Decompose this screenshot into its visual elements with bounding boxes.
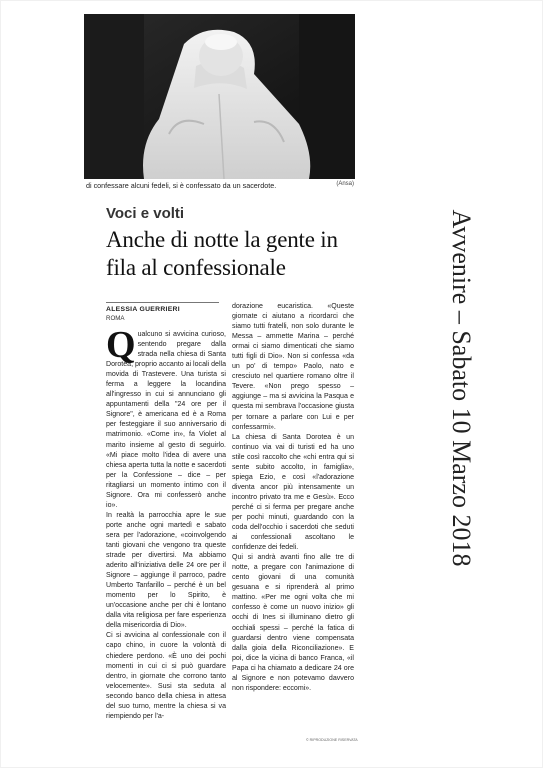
drop-cap: Q xyxy=(106,324,136,366)
copyright-notice: © RIPRODUZIONE RISERVATA xyxy=(306,738,358,742)
article-paragraph: La chiesa di Santa Dorotea è un continuo via vai di turisti ed ha uno stile così raccolto che «chi entra qui si sente subito accolto, in famiglia», spiega Ezio, e così «l'adorazione diventa ancor più intensamente un incontro privato tra me e Gesù». Ecco perché ci si ferma per pregare anche per pochi minuti, guardando con la coda dell'occhio i sacerdoti che seduti ai confessionali ascoltano le confidenze dei fedeli. xyxy=(232,433,354,552)
article-paragraph: Qui si andrà avanti fino alle tre di notte, a pregare con l'animazione di cento giovani di una comunità gesuana e si riprenderà al primo mattino. «Per me ogni volta che mi confesso è come un nuovo inizio» gli occhi di Ines si illuminano dietro gli occhiali spessi – perché la fatica di guardarsi dentro viene compensata dalla gioia della Riconciliazione». E poi, dice la vicina di banco Franca, «il Papa ci ha chiamato a dedicare 24 ore al Signore e non potevamo davvero non rispondere: eccomi». xyxy=(232,554,354,692)
article-column-2 xyxy=(232,302,354,694)
pope-photo-image xyxy=(84,14,355,179)
byline-divider xyxy=(106,302,219,303)
photo-caption-text: di confessare alcuni fedeli, si è confessato da un sacerdote. xyxy=(86,181,277,190)
article-author: ALESSIA GUERRIERI xyxy=(106,306,180,313)
photo-credit: (Ansa) xyxy=(336,181,354,187)
masthead-text: Avvenire – Sabato 10 Marzo 2018 xyxy=(447,209,476,567)
article-paragraph: Ci si avvicina al confessionale con il capo chino, in cuore la volontà di chiedere perdono. «È uno dei pochi momenti in cui ci si può guardare dentro, in giornate che corrono tanto velocemente». Susi sta seduta al secondo banco della chiesa in attesa del suo turno, mentre la chiesa si va riempiendo per l'a- xyxy=(106,632,226,720)
newspaper-masthead-date xyxy=(424,188,498,588)
article-dateline: ROMA xyxy=(106,315,125,322)
article-paragraph: dorazione eucaristica. «Queste giornate ci aiutano a ricordarci che siamo tutti fratelli, non solo durante le Messa – ammette Marina – perché ormai ci siamo dimenticati che siamo tutti figli di Dio». Non si confessa «da un po' di tempo» Paolo, nato e cresciuto nel quartiere romano oltre il Tevere. «Non prego spesso – aggiunge – ma si avvicina la Pasqua e questa mi sembrava l'occasione giusta per tornare a parlare con Lui e per confessarmi». xyxy=(232,303,354,431)
section-kicker: Voci e volti xyxy=(106,205,185,222)
article-paragraph: In realtà la parrocchia apre le sue porte anche ogni martedì e sabato sera per l'adorazione, «coinvolgendo tanti giovani che vengono tra queste strade per divertirsi. Ma abbiamo aderito all'iniziativa delle 24 ore per il Signore – aggiunge il parroco, padre Umberto Tanfarillo – perché è un bel momento per lo Spirito, è un'occasione anche per chi è lontano dalla vita religiosa per fare esperienza della misericordia di Dio». xyxy=(106,511,226,630)
article-column-1 xyxy=(106,324,226,722)
article-headline: Anche di notte la gente in fila al confessionale xyxy=(106,227,338,280)
article-paragraph-text: ualcuno si avvicina curioso, sentendo pregare dalla strada nella chiesa di Santa Dorotea, proprio accanto ai locali della movida di Trastevere. Una turista si ferma a leggere la locandina all'ingresso in cui si annunciano gli appuntamenti della "24 ore per il Signore", è americana ed è a Roma per festeggiare il suo anniversario di matrimonio. «Come in», fa Violet al marito insieme al gesto di seguirlo. «Mi piace molto l'idea di avere una chiesa aperta tutta la notte e sacerdoti per la Confessione – dice – per ritagliarsi un momento intimo con il Signore. Ora mi confesserò anche io». xyxy=(106,331,226,509)
photo-caption xyxy=(86,181,354,190)
article-photo xyxy=(84,14,355,179)
article-paragraph xyxy=(106,324,226,511)
